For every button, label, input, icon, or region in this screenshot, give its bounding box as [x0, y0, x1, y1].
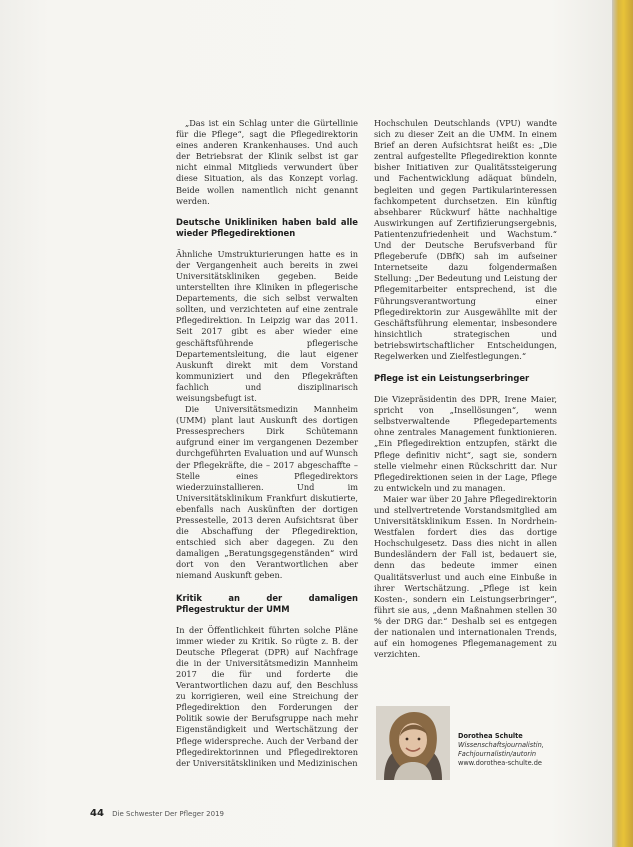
- author-role-2: Fachjournalistin/autorin: [458, 750, 537, 758]
- portrait-photo-icon: [376, 706, 450, 780]
- publication-name: Die Schwester Der Pfleger 2019: [112, 810, 224, 818]
- paragraph: Ähnliche Umstrukturierungen hatte es in der Vergangenheit auch bereits in zwei Universitätskliniken gegeben. Beide unterstellten ihre Kliniken in pflegerische Departements, die sich selbst verwalten sollten, und verzichteten auf eine zentrale Pflegedirektion. In Leipzig war das 2011. Seit 2017 gibt es aber wieder eine geschäftsführende pflegerische Departementsleitung, die laut eigener Auskunft direkt mit dem Vorstand kommuniziert und den Pflegekräften fachlich und disziplinarisch weisungsbefugt ist.: [176, 248, 358, 403]
- author-info: [458, 732, 558, 768]
- left-column: [176, 118, 358, 769]
- paragraph: Die Vizepräsidentin des DPR, Irene Maier, spricht von „Insellösungen“, wenn selbstverwaltende Pflegedepartements ohne zentrales Management funktionieren. „Ein Pflegedirektion entzupfen, stärkt die Pflege definitiv nicht“, sagt sie, sondern stelle vielmehr einen Rückschritt dar. Nur Pflegedirektionen seien in der Lage, Pflege zu entwickeln und zu managen.: [374, 394, 557, 493]
- author-website[interactable]: www.dorothea-schulte.de: [458, 759, 542, 767]
- author-role: Wissenschaftsjournalistin,: [458, 741, 544, 749]
- author-box: [376, 706, 557, 780]
- page-number: 44: [90, 808, 104, 819]
- right-column: [374, 118, 557, 660]
- paragraph: „Das ist ein Schlag unter die Gürtellinie für die Pflege“, sagt die Pflegedirektorin eines anderen Krankenhauses. Und auch der Betriebsrat der Klinik selbst ist gar nicht einmal Mitglieds verwundert über diese Situation, als das Konzept vorlag. Beide wollen namentlich nicht genannt werden.: [176, 118, 358, 206]
- section-heading: Pflege ist ein Leistungserbringer: [374, 373, 530, 384]
- section-heading: Deutsche Unikliniken haben bald alle wieder Pflegedirektionen: [176, 216, 358, 238]
- paragraph: In der Öffentlichkeit führten solche Pläne immer wieder zu Kritik. So rügte z. B. der Deutsche Pflegerat (DPR) auf Nachfrage die in der Universitätsmedizin Mannheim 2017 die für und forderte die Verantwortlichen dazu auf, den Beschluss zu korrigieren, weil eine Streichung der Pflegedirektion den Forderungen der Politik sowie der Berufsgruppe nach mehr Eigenständigkeit und Wertschätzung der Pflege widerspreche. Auch der Verband der Pflegedirektorinnen und Pflegedirektoren der Universitätskliniken und Medizinischen: [176, 624, 358, 768]
- page-footer: [90, 808, 224, 819]
- paragraph: Maier war über 20 Jahre Pflegedirektorin und stellvertretende Vorstandsmitglied am Universitätsklinikum Essen. In Nordrhein-Westfalen fordert dies das dortige Hochschulgesetz. Dass dies nicht in allen Bundesländern der Fall ist, bedauert sie, denn das bedeute immer einen Qualitätsverlust und auch eine Einbuße in ihrer Wertschätzung. „Pflege ist kein Kosten-, sondern ein Leistungserbringer“, führt sie aus, „denn Maßnahmen stellen 30 % der DRG dar.“ Deshalb sei es entgegen der nationalen und internationalen Trends, auf ein homogenes Pflegemanagement zu verzichten.: [374, 493, 557, 660]
- author-name: Dorothea Schulte: [458, 732, 523, 740]
- paragraph: Die Universitätsmedizin Mannheim (UMM) plant laut Auskunft des dortigen Pressesprechers Dirk Schütemann aufgrund einer im vergangenen Dezember durchgeführten Evaluation und auf Wunsch der Pflegekräfte, die – 2017 abgeschaffte – Stelle eines Pflegedirektors wiederzuinstallieren. Und im Universitätsklinikum Frankfurt diskutierte, ebenfalls nach Auskünften der dortigen Pressestelle, 2013 deren Aufsichtsrat über die Abschaffung der Pflegedirektion, entschied sich aber dagegen. Zu den damaligen „Beratungsgegenständen“ wird dort von den Verantwortlichen aber niemand Auskunft geben.: [176, 404, 358, 581]
- section-heading: Kritik an der damaligen Pflegestruktur der UMM: [176, 592, 358, 614]
- page-edge-tab: [612, 0, 633, 847]
- author-photo: [376, 706, 450, 780]
- paragraph: Hochschulen Deutschlands (VPU) wandte sich zu dieser Zeit an die UMM. In einem Brief an deren Aufsichtsrat heißt es: „Die zentral aufgestellte Pflegedirektion konnte bisher Initiativen zur Qualitätssteigerung und Fachentwicklung adäquat bündeln, begleiten und gegen Partikularinteressen fachkompetent durchsetzen. Ein künftig absehbarer Rückwurf hätte nachhaltige Auswirkungen auf Zertifizierungsergebnis, Patientenzufriedenheit und Wachstum.“ Und der Deutsche Berufsverband für Pflegeberufe (DBfK) sah im aufseiner Internetseite dazu folgendermaßen Stellung: „Der Bedeutung und Leistung der Pflegemitarbeiter entsprechend, ist die Führungsverantwortung einer Pflegedirektorin zur Ausgewähllte mit der Geschäftsführung elementar, insbesondere hinsichtlich strategischen und betriebswirtschaftlicher Entscheidungen, Regelwerken und Zielfestlegungen.“: [374, 118, 557, 361]
